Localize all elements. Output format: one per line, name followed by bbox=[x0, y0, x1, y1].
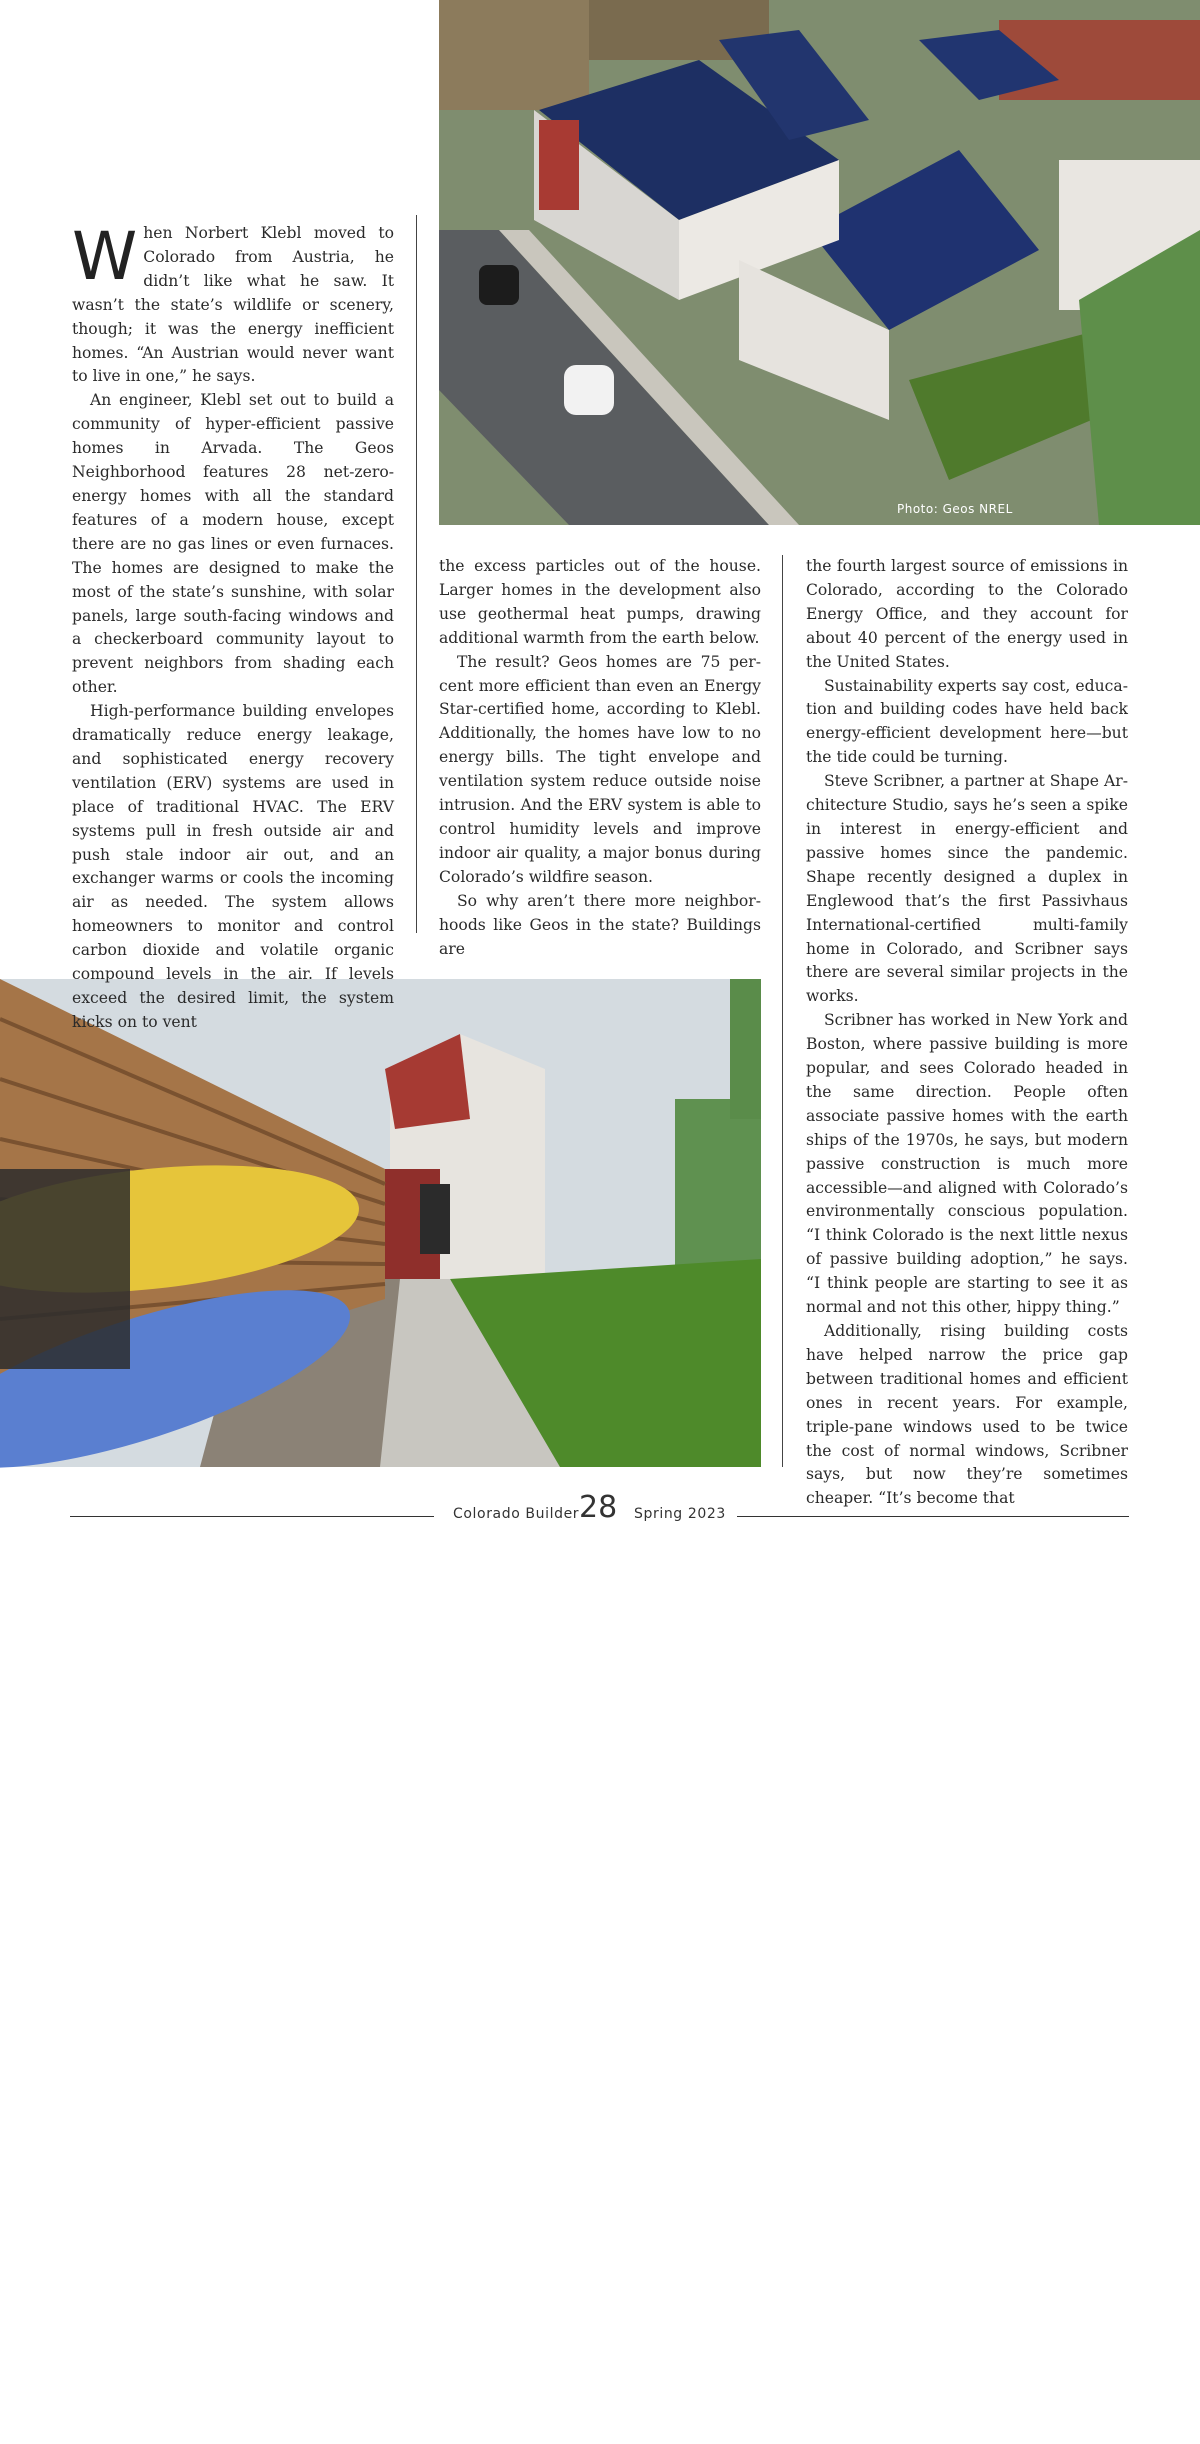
footer-rule-left bbox=[70, 1516, 434, 1517]
paragraph: Steve Scribner, a partner at Shape Architecture Studio, says he’s seen a spike in interest in energy-efficient and passive homes since the pandemic. Shape recently designed a duplex in Englewood that’s the first Passivhaus International-certified multi-family home in Colorado, and Scribner says there are several similar projects in the works. bbox=[806, 772, 1128, 1006]
paragraph: hen Norbert Klebl moved to Colorado from Austria, he didn’t like what he saw. It wasn’t the state’s wildlife or scenery, though; it was the energy inefficient homes. “An Austrian would never want to live in one,” he says. bbox=[72, 224, 394, 386]
photo-credit: Photo: Geos NREL bbox=[897, 502, 1013, 516]
article-column-1 bbox=[72, 218, 394, 1035]
paragraph: Additionally, rising building costs have helped narrow the price gap between traditional homes and efficient ones in recent years. For example, triple-pane windows used to be twice the cost of normal windows, Scribner says, but now they’re sometimes cheaper. “It’s become that bbox=[806, 1322, 1128, 1508]
page-footer bbox=[0, 1490, 1200, 1540]
publication-name: Colorado Builder bbox=[453, 1506, 580, 1522]
column-divider bbox=[782, 555, 783, 1467]
paragraph: the fourth largest source of emissions in Colorado, according to the Colorado Energy Office, and they account for about 40 percent of the energy used in the United States. bbox=[806, 557, 1128, 671]
paragraph: Scribner has worked in New York and Boston, where passive building is more popular, and sees Colorado headed in the same direction. People often associate passive homes with the earth ships of the 1970s, he says, but modern passive construction is much more accessible—and aligned with Colorado’s environmentally conscious population. “I think Colorado is the next little nexus of passive building adoption,” he says. “I think people are starting to see it as normal and not this other, hippy thing.” bbox=[806, 1011, 1128, 1317]
column-divider bbox=[416, 215, 417, 933]
aerial-neighborhood-photo bbox=[439, 0, 1200, 525]
paragraph: High-performance building envelopes dramatically reduce energy leakage, and sophisticated energy recovery ventilation (ERV) systems are used in place of traditional HVAC. The ERV systems pull in fresh outside air and push stale indoor air out, and an exchanger warms or cools the incoming air as needed. The system allows homeowners to monitor and control carbon dioxide and volatile organic compound levels in the air. If levels exceed the desired limit, the system kicks on to vent bbox=[72, 702, 394, 1031]
photo-credit-rotated: Photo: Geos NREL bbox=[753, 2326, 767, 2442]
drop-cap: W bbox=[72, 218, 138, 295]
backyard-photo-illustration bbox=[0, 979, 761, 1467]
paragraph: So why aren’t there more neighborhoods like Geos in the state? Buildings are bbox=[439, 891, 761, 958]
article-column-2 bbox=[439, 555, 761, 961]
footer-rule-right bbox=[737, 1516, 1129, 1517]
paragraph: the excess particles out of the house. Larger homes in the development also use geothermal heat pumps, drawing additional warmth from the earth below. bbox=[439, 557, 761, 647]
article-column-3 bbox=[806, 555, 1128, 1511]
issue-date: Spring 2023 bbox=[634, 1506, 726, 1522]
aerial-photo-illustration bbox=[439, 0, 1200, 525]
page-number: 28 bbox=[579, 1490, 618, 1525]
paragraph: The result? Geos homes are 75 percent more efficient than even an Energy Star-certified home, according to Klebl. Additionally, the homes have low to no energy bills. The tight envelope and ventilation system reduce outside noise intrusion. And the ERV system is able to control humidity levels and improve indoor air quality, a major bonus during Colorado’s wildfire season. bbox=[439, 652, 761, 886]
paragraph: An engineer, Klebl set out to build a community of hyper-efficient passive homes in Arvada. The Geos Neighborhood features 28 net-zero-energy homes with all the standard features of a modern house, except there are no gas lines or even furnaces. The homes are designed to make the most of the state’s sunshine, with solar panels, large south-facing windows and a checkerboard community layout to prevent neighbors from shading each other. bbox=[72, 391, 394, 697]
paragraph: Sustainability experts say cost, education and building codes have held back energy-efficient development here—but the tide could be turning. bbox=[806, 676, 1128, 767]
